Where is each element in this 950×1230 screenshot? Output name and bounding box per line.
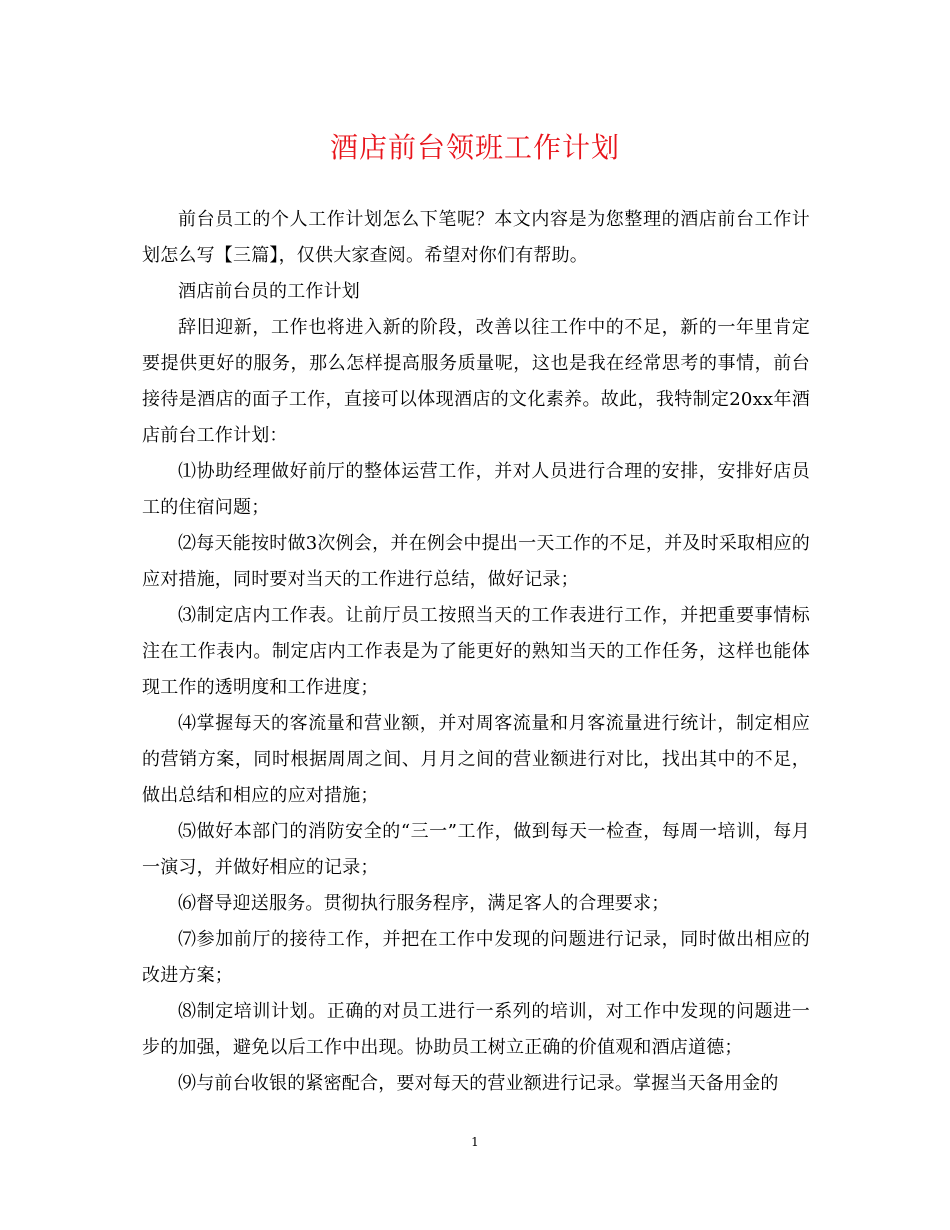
page-number: 1 [471,1135,479,1149]
paragraph-section-heading: 酒店前台员的工作计划 [178,281,360,302]
paragraph-item-8: ⑻制定培训计划。正确的对员工进行一系列的培训，对工作中发现的问题进一步的加强，避免以后工作中出现。协助员工树立正确的价值观和酒店道德； [142,1001,810,1058]
document-title: 酒店前台领班工作计划 [329,131,620,164]
paragraph-item-5: ⑸做好本部门的消防安全的“三一”工作，做到每天一检查，每周一培训，每月一演习，并做好相应的记录； [142,821,810,878]
paragraph-item-7: ⑺参加前厅的接待工作，并把在工作中发现的问题进行记录，同时做出相应的改进方案； [142,929,810,986]
paragraph-item-2: ⑵每天能按时做3次例会，并在例会中提出一天工作的不足，并及时采取相应的应对措施，同时要对当天的工作进行总结，做好记录； [142,533,810,590]
paragraph-item-4: ⑷掌握每天的客流量和营业额，并对周客流量和月客流量进行统计，制定相应的营销方案，同时根据周周之间、月月之间的营业额进行对比，找出其中的不足，做出总结和相应的应对措施； [142,713,810,806]
paragraph-item-1: ⑴协助经理做好前厅的整体运营工作，并对人员进行合理的安排，安排好店员工的住宿问题； [142,461,810,518]
paragraph-item-6: ⑹督导迎送服务。贯彻执行服务程序，满足客人的合理要求； [178,893,670,914]
paragraph-item-9: ⑼与前台收银的紧密配合，要对每天的营业额进行记录。掌握当天备用金的 [178,1073,779,1094]
paragraph-preface: 辞旧迎新，工作也将进入新的阶段，改善以往工作中的不足，新的一年里肯定要提供更好的服务，那么怎样提高服务质量呢，这也是我在经常思考的事情，前台接待是酒店的面子工作，直接可以体现酒店的文化素养。故此，我特制定20xx年酒店前台工作计划： [142,317,810,446]
document-body [142,202,810,1102]
paragraph-intro: 前台员工的个人工作计划怎么下笔呢？本文内容是为您整理的酒店前台工作计划怎么写【三篇】，仅供大家查阅。希望对你们有帮助。 [142,209,810,266]
paragraph-item-3: ⑶制定店内工作表。让前厅员工按照当天的工作表进行工作，并把重要事情标注在工作表内。制定店内工作表是为了能更好的熟知当天的工作任务，这样也能体现工作的透明度和工作进度； [142,605,810,698]
